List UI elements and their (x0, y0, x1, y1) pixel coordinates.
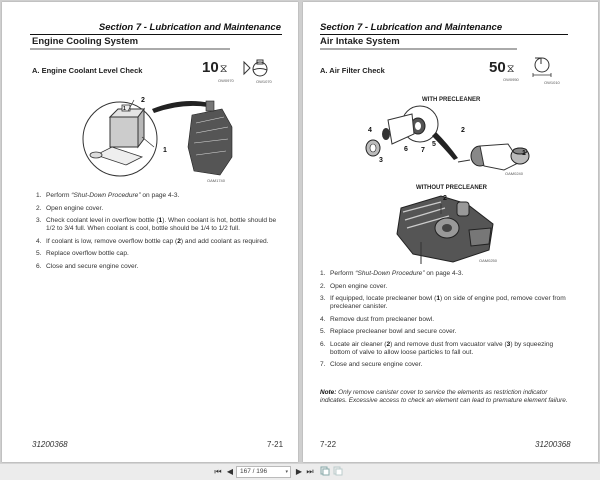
air-filter-with-precleaner-illustration (358, 104, 538, 176)
callout-2: 2 (443, 195, 447, 202)
callout-7: 7 (421, 147, 425, 154)
callout-1-top: 1 (123, 106, 126, 112)
step-2: 2. Open engine cover. (320, 282, 388, 290)
prev-page-icon[interactable]: ◀ (226, 467, 234, 476)
step-4: 4. Remove dust from precleaner bowl. (320, 315, 435, 323)
step-3: 3. If equipped, locate precleaner bowl (1) on side of engine pod, remove cover from precleaner canister. (320, 295, 566, 310)
step-6: 6. Close and secure engine cover. (36, 262, 139, 270)
step-1: 1. Perform “Shut-Down Procedure” on page 4-3. (36, 192, 180, 199)
step-3: 3. Check coolant level in overflow bottle (1). When coolant is hot, bottle should be 1/2 to 3/4 full. When coolant is cool, bottle should be 1/4 to 1/2 full. (36, 217, 277, 232)
coolant-bottle-illustration (82, 97, 242, 182)
illustration-label-without-precleaner: WITHOUT PRECLEANER (416, 185, 487, 191)
interval-code: OW0950 (503, 77, 519, 82)
callout-4: 4 (368, 127, 372, 134)
callout-6: 6 (404, 146, 408, 153)
step-5: 5. Replace overflow bottle cap. (36, 250, 129, 257)
system-title: Engine Cooling System (32, 36, 139, 47)
note-paragraph (320, 389, 570, 405)
illustration-code: OAM1740 (207, 178, 226, 183)
page-7-21 (2, 2, 298, 462)
section-rule (30, 34, 282, 35)
page-7-22 (303, 2, 598, 462)
step-2: 2. Open engine cover. (36, 204, 104, 212)
subsection-title: A. Engine Coolant Level Check (32, 66, 143, 75)
subsection-title: A. Air Filter Check (320, 66, 385, 75)
procedure-steps (320, 270, 575, 374)
interval-badge (489, 60, 514, 76)
chevron-down-icon[interactable]: ▾ (285, 469, 288, 475)
note-text: Only remove canister cover to service the elements as restriction indicator indicates. Excessive access to check an element can lead to premature element failure. (320, 389, 568, 404)
interval-badge (202, 60, 227, 76)
illustration-1-code: OAM0240 (505, 171, 524, 176)
page-number-value: 167 / 196 (240, 468, 268, 475)
callout-5: 5 (432, 141, 436, 148)
interval-hours: 50 (489, 59, 506, 76)
fluid-check-icon (242, 58, 272, 78)
callout-3: 3 (379, 157, 383, 164)
two-page-view-icon[interactable] (333, 466, 343, 476)
callout-2: 2 (461, 127, 465, 134)
section-title: Section 7 - Lubrication and Maintenance (320, 22, 503, 33)
section-title: Section 7 - Lubrication and Maintenance (98, 22, 281, 33)
step-1: 1. Perform “Shut-Down Procedure” on page 4-3. (320, 270, 464, 277)
step-7: 7. Close and secure engine cover. (320, 361, 423, 368)
footer-doc-number: 31200368 (32, 440, 68, 449)
symbol-code: OW1070 (256, 79, 272, 84)
next-page-icon[interactable]: ▶ (295, 467, 303, 476)
navigation-toolbar (0, 463, 600, 480)
section-rule (320, 34, 568, 35)
callout-1: 1 (163, 147, 167, 154)
hourglass-icon: ⧖ (506, 63, 515, 75)
page-number-select[interactable] (236, 466, 291, 478)
hourglass-icon: ⧖ (219, 63, 228, 75)
symbol-code: OW1010 (544, 80, 560, 85)
engine-without-precleaner-illustration (393, 194, 498, 264)
illustration-label-with-precleaner: WITH PRECLEANER (422, 97, 481, 103)
illustration-2-code: OAM0250 (479, 258, 498, 263)
callout-1: 1 (522, 150, 526, 157)
system-rule (30, 48, 230, 50)
step-5: 5. Replace precleaner bowl and secure cover. (320, 328, 457, 335)
note-label: Note: (320, 389, 337, 396)
footer-page-number: 7-21 (267, 440, 284, 449)
step-6: 6. Locate air cleaner (2) and remove dust from vacuator valve (3) by squeezing bottom of valve to allow loose particles to fall out. (320, 340, 554, 356)
interval-code: OW0970 (218, 78, 234, 83)
first-page-icon[interactable]: ⏮ (214, 467, 222, 476)
footer-doc-number: 31200368 (535, 440, 571, 449)
filter-check-icon (529, 55, 555, 79)
callout-2: 2 (141, 97, 145, 104)
single-page-view-icon[interactable] (320, 466, 330, 476)
system-rule (320, 48, 517, 50)
step-4: 4. If coolant is low, remove overflow bottle cap (2) and add coolant as required. (36, 237, 269, 245)
last-page-icon[interactable]: ⏭ (306, 467, 314, 476)
system-title: Air Intake System (320, 36, 400, 47)
footer-page-number: 7-22 (320, 440, 337, 449)
procedure-steps (36, 192, 286, 275)
interval-hours: 10 (202, 59, 219, 76)
